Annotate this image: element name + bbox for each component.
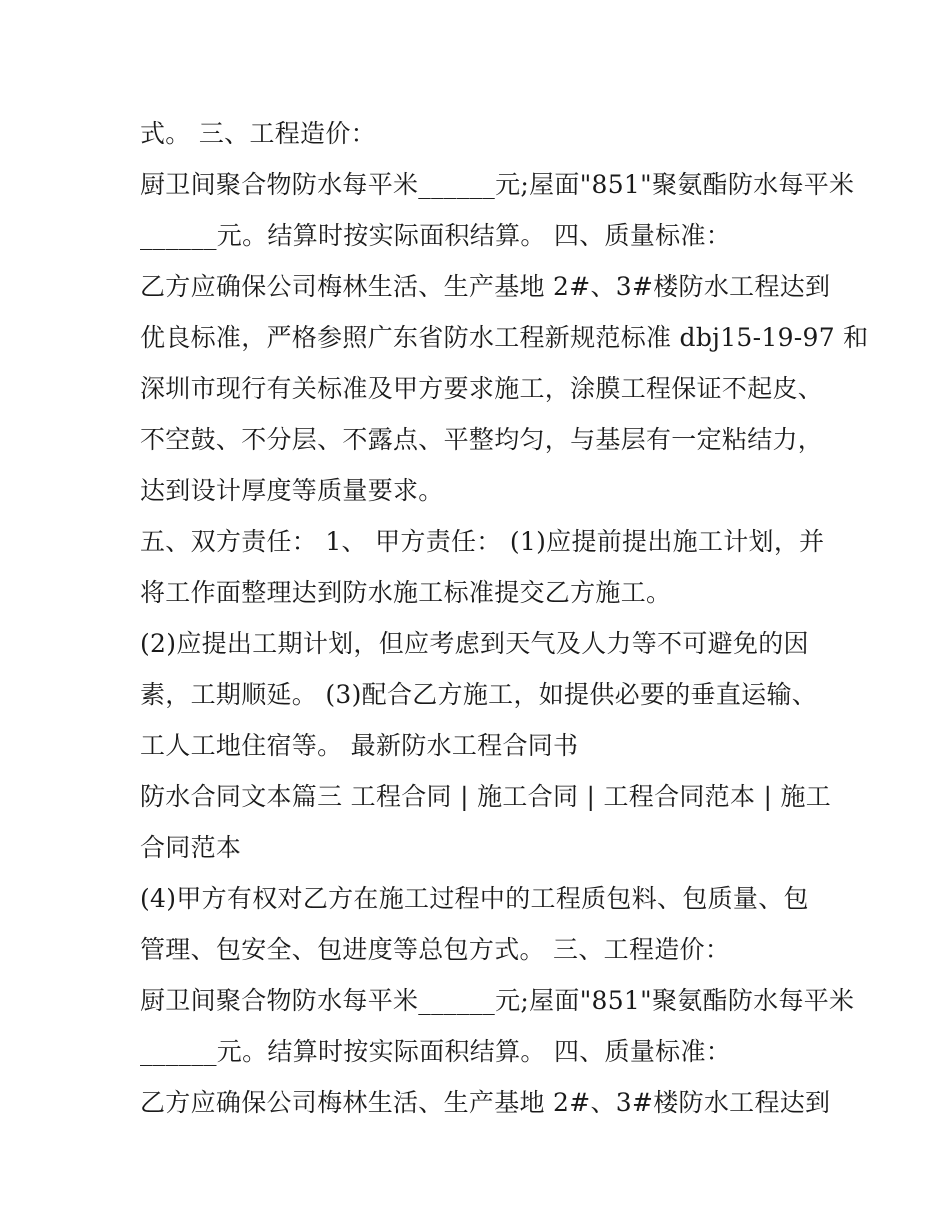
text-line: ______元。结算时按实际面积结算。 四、质量标准：	[140, 221, 732, 250]
document-body	[140, 108, 869, 1128]
text-line: 优良标准，严格参照广东省防水工程新规范标准 dbj15-19-97 和	[140, 323, 869, 352]
text-line: 深圳市现行有关标准及甲方要求施工，涂膜工程保证不起皮、	[140, 374, 824, 403]
text-line: ______元。结算时按实际面积结算。 四、质量标准：	[140, 1037, 732, 1066]
text-line: 合同范本	[140, 833, 242, 862]
text-line: 防水合同文本篇三 工程合同 | 施工合同 | 工程合同范本 | 施工	[140, 782, 832, 811]
text-line: 将工作面整理达到防水施工标准提交乙方施工。	[140, 578, 672, 607]
text-line: 厨卫间聚合物防水每平米______元;屋面"851"聚氨酯防水每平米	[140, 986, 855, 1015]
text-line: (2)应提出工期计划，但应考虑到天气及人力等不可避免的因	[140, 629, 809, 658]
text-line: 不空鼓、不分层、不露点、平整均匀，与基层有一定粘结力，	[140, 425, 824, 454]
text-line: 五、双方责任： 1、 甲方责任： (1)应提前提出施工计划，并	[140, 527, 825, 556]
text-line: 乙方应确保公司梅林生活、生产基地 2#、3#楼防水工程达到	[140, 272, 831, 301]
text-line: 素，工期顺延。 (3)配合乙方施工，如提供必要的垂直运输、	[140, 680, 818, 709]
text-line: 乙方应确保公司梅林生活、生产基地 2#、3#楼防水工程达到	[140, 1088, 831, 1117]
text-line: 式。 三、工程造价：	[140, 119, 376, 148]
text-line: 工人工地住宿等。 最新防水工程合同书	[140, 731, 579, 760]
text-line: 达到设计厚度等质量要求。	[140, 476, 444, 505]
text-line: 管理、包安全、包进度等总包方式。 三、工程造价：	[140, 935, 731, 964]
text-line: 厨卫间聚合物防水每平米______元;屋面"851"聚氨酯防水每平米	[140, 170, 855, 199]
text-line: (4)甲方有权对乙方在施工过程中的工程质包料、包质量、包	[140, 884, 809, 913]
